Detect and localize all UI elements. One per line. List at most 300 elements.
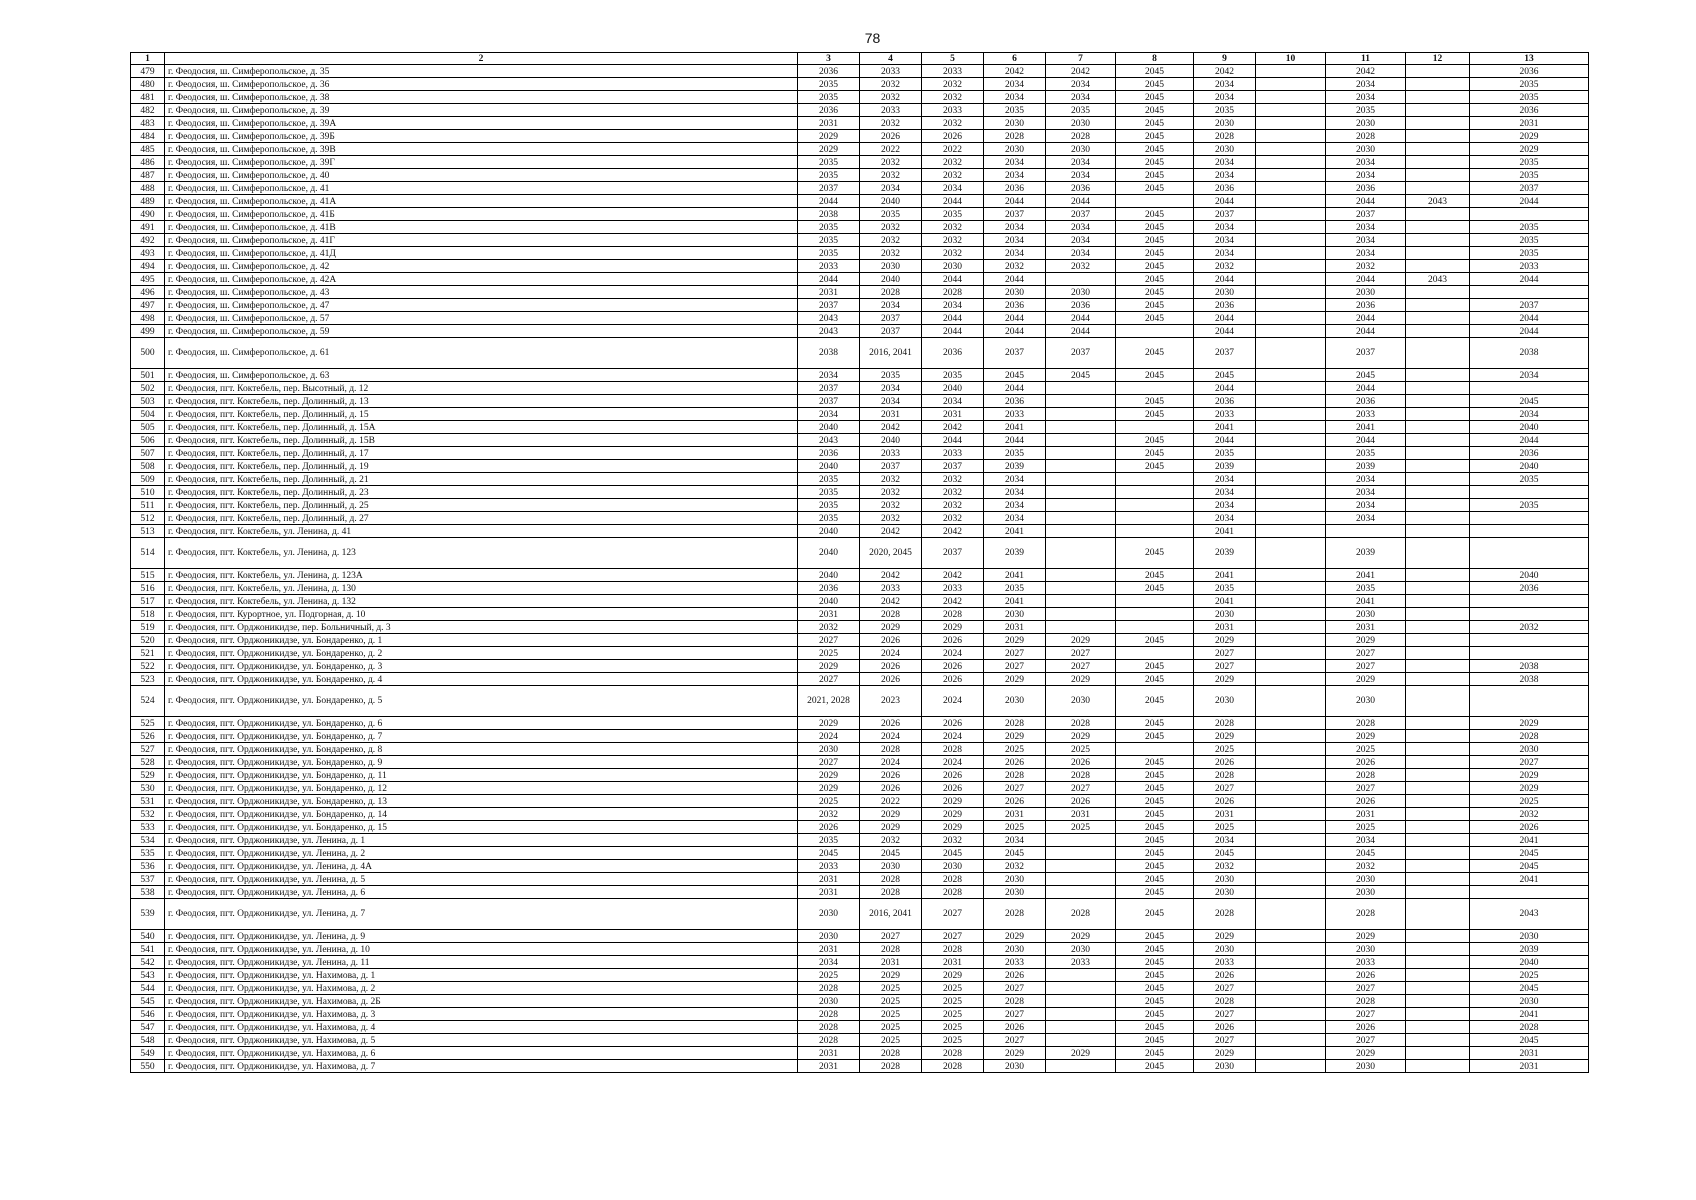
- year-cell: 2032: [922, 221, 984, 234]
- year-cell: [1406, 234, 1470, 247]
- year-cell: 2045: [1116, 834, 1194, 847]
- row-number: 528: [131, 756, 165, 769]
- year-cell: 2033: [922, 65, 984, 78]
- year-cell: [1406, 582, 1470, 595]
- year-cell: 2034: [1194, 221, 1256, 234]
- year-cell: 2028: [1194, 717, 1256, 730]
- year-cell: 2031: [798, 886, 860, 899]
- year-cell: 2037: [1326, 338, 1406, 369]
- column-header: 1: [131, 53, 165, 65]
- year-cell: 2043: [798, 325, 860, 338]
- year-cell: [1256, 156, 1326, 169]
- row-number: 510: [131, 486, 165, 499]
- year-cell: 2034: [798, 408, 860, 421]
- year-cell: 2029: [798, 660, 860, 673]
- year-cell: 2028: [1326, 995, 1406, 1008]
- row-number: 502: [131, 382, 165, 395]
- year-cell: 2045: [1116, 65, 1194, 78]
- year-cell: 2022: [860, 143, 922, 156]
- year-cell: 2025: [860, 1008, 922, 1021]
- row-number: 519: [131, 621, 165, 634]
- year-cell: 2045: [1116, 686, 1194, 717]
- year-cell: 2035: [1470, 91, 1589, 104]
- table-row: [131, 634, 1589, 647]
- row-number: 486: [131, 156, 165, 169]
- year-cell: 2031: [984, 808, 1046, 821]
- year-cell: [1256, 260, 1326, 273]
- year-cell: 2026: [860, 634, 922, 647]
- year-cell: 2040: [860, 434, 922, 447]
- year-cell: [1256, 717, 1326, 730]
- row-number: 499: [131, 325, 165, 338]
- year-cell: 2026: [922, 769, 984, 782]
- year-cell: [1406, 660, 1470, 673]
- year-cell: 2033: [798, 260, 860, 273]
- year-cell: [1256, 312, 1326, 325]
- year-cell: [1256, 769, 1326, 782]
- year-cell: [1256, 460, 1326, 473]
- year-cell: 2026: [922, 673, 984, 686]
- year-cell: 2029: [1046, 730, 1116, 743]
- year-cell: 2033: [1194, 408, 1256, 421]
- header-row: [131, 53, 1589, 65]
- column-header: 4: [860, 53, 922, 65]
- year-cell: 2032: [1326, 860, 1406, 873]
- row-number: 524: [131, 686, 165, 717]
- year-cell: 2028: [922, 1047, 984, 1060]
- year-cell: 2027: [1194, 660, 1256, 673]
- row-number: 517: [131, 595, 165, 608]
- row-number: 489: [131, 195, 165, 208]
- year-cell: [1470, 382, 1589, 395]
- year-cell: 2045: [1470, 982, 1589, 995]
- table-row: [131, 325, 1589, 338]
- year-cell: 2030: [1326, 686, 1406, 717]
- year-cell: 2045: [1116, 860, 1194, 873]
- year-cell: 2030: [984, 143, 1046, 156]
- row-number: 530: [131, 782, 165, 795]
- year-cell: 2028: [860, 873, 922, 886]
- table-row: [131, 647, 1589, 660]
- year-cell: 2034: [1194, 486, 1256, 499]
- year-cell: 2045: [1116, 782, 1194, 795]
- year-cell: 2028: [984, 899, 1046, 930]
- year-cell: 2034: [1326, 834, 1406, 847]
- year-cell: 2039: [984, 538, 1046, 569]
- row-number: 511: [131, 499, 165, 512]
- year-cell: [1256, 943, 1326, 956]
- address-cell: г. Феодосия, ш. Симферопольское, д. 39А: [165, 117, 798, 130]
- table-row: [131, 104, 1589, 117]
- year-cell: 2030: [798, 930, 860, 943]
- year-cell: 2027: [1194, 1034, 1256, 1047]
- year-cell: [1116, 486, 1194, 499]
- year-cell: 2032: [860, 156, 922, 169]
- year-cell: [1256, 956, 1326, 969]
- year-cell: 2042: [860, 595, 922, 608]
- year-cell: 2030: [984, 943, 1046, 956]
- year-cell: 2025: [1046, 743, 1116, 756]
- row-number: 515: [131, 569, 165, 582]
- year-cell: 2032: [1326, 260, 1406, 273]
- year-cell: [1046, 486, 1116, 499]
- year-cell: 2035: [922, 208, 984, 221]
- year-cell: [1470, 634, 1589, 647]
- year-cell: [1256, 408, 1326, 421]
- address-cell: г. Феодосия, пгт. Коктебель, пер. Долинный, д. 13: [165, 395, 798, 408]
- column-header: 5: [922, 53, 984, 65]
- table-row: [131, 930, 1589, 943]
- year-cell: 2029: [984, 673, 1046, 686]
- year-cell: 2045: [1116, 1021, 1194, 1034]
- year-cell: 2027: [1326, 1034, 1406, 1047]
- year-cell: 2037: [860, 312, 922, 325]
- year-cell: 2045: [1116, 943, 1194, 956]
- year-cell: 2028: [798, 1034, 860, 1047]
- year-cell: [1256, 743, 1326, 756]
- column-header: 10: [1256, 53, 1326, 65]
- year-cell: 2037: [1194, 338, 1256, 369]
- year-cell: 2030: [1194, 143, 1256, 156]
- year-cell: [1406, 1034, 1470, 1047]
- year-cell: 2032: [922, 78, 984, 91]
- address-cell: г. Феодосия, пгт. Орджоникидзе, ул. Нахимова, д. 7: [165, 1060, 798, 1073]
- table-row: [131, 782, 1589, 795]
- year-cell: 2041: [984, 595, 1046, 608]
- year-cell: [1256, 525, 1326, 538]
- year-cell: 2045: [1116, 78, 1194, 91]
- year-cell: 2045: [1116, 312, 1194, 325]
- year-cell: [1046, 512, 1116, 525]
- year-cell: [1406, 169, 1470, 182]
- year-cell: 2028: [798, 1021, 860, 1034]
- table-body: [131, 53, 1589, 1073]
- year-cell: [1046, 273, 1116, 286]
- year-cell: 2024: [860, 756, 922, 769]
- year-cell: 2037: [798, 182, 860, 195]
- year-cell: 2045: [1116, 117, 1194, 130]
- year-cell: [1256, 821, 1326, 834]
- year-cell: 2034: [1194, 247, 1256, 260]
- year-cell: 2044: [1326, 325, 1406, 338]
- year-cell: 2044: [1326, 273, 1406, 286]
- table-row: [131, 208, 1589, 221]
- row-number: 529: [131, 769, 165, 782]
- row-number: 514: [131, 538, 165, 569]
- year-cell: 2028: [860, 286, 922, 299]
- year-cell: 2034: [1194, 473, 1256, 486]
- year-cell: 2034: [984, 78, 1046, 91]
- year-cell: 2032: [860, 117, 922, 130]
- year-cell: 2044: [922, 273, 984, 286]
- year-cell: [1406, 673, 1470, 686]
- year-cell: 2027: [922, 930, 984, 943]
- year-cell: 2026: [1194, 756, 1256, 769]
- year-cell: 2024: [922, 756, 984, 769]
- column-header: 9: [1194, 53, 1256, 65]
- year-cell: [1256, 117, 1326, 130]
- year-cell: 2045: [1470, 395, 1589, 408]
- year-cell: 2034: [1194, 156, 1256, 169]
- year-cell: 2040: [798, 460, 860, 473]
- row-number: 520: [131, 634, 165, 647]
- year-cell: 2033: [860, 65, 922, 78]
- year-cell: 2044: [1194, 312, 1256, 325]
- row-number: 541: [131, 943, 165, 956]
- address-cell: г. Феодосия, ш. Симферопольское, д. 63: [165, 369, 798, 382]
- year-cell: 2030: [1470, 743, 1589, 756]
- year-cell: 2033: [1046, 956, 1116, 969]
- year-cell: 2027: [1470, 756, 1589, 769]
- year-cell: [1046, 995, 1116, 1008]
- year-cell: 2026: [798, 821, 860, 834]
- address-cell: г. Феодосия, пгт. Орджоникидзе, ул. Бондаренко, д. 5: [165, 686, 798, 717]
- year-cell: 2045: [1116, 873, 1194, 886]
- year-cell: 2045: [1116, 234, 1194, 247]
- year-cell: 2029: [860, 621, 922, 634]
- year-cell: 2029: [984, 930, 1046, 943]
- address-cell: г. Феодосия, пгт. Орджоникидзе, ул. Бондаренко, д. 9: [165, 756, 798, 769]
- year-cell: [1406, 873, 1470, 886]
- year-cell: 2028: [798, 982, 860, 995]
- address-cell: г. Феодосия, пгт. Орджоникидзе, ул. Нахимова, д. 4: [165, 1021, 798, 1034]
- year-cell: [1406, 717, 1470, 730]
- year-cell: 2045: [1116, 286, 1194, 299]
- year-cell: 2044: [1470, 312, 1589, 325]
- address-cell: г. Феодосия, пгт. Коктебель, ул. Ленина, д. 41: [165, 525, 798, 538]
- address-cell: г. Феодосия, ш. Симферопольское, д. 40: [165, 169, 798, 182]
- year-cell: 2026: [1194, 1021, 1256, 1034]
- address-cell: г. Феодосия, пгт. Орджоникидзе, ул. Бондаренко, д. 6: [165, 717, 798, 730]
- year-cell: 2045: [1116, 460, 1194, 473]
- year-cell: 2031: [1470, 1047, 1589, 1060]
- year-cell: 2045: [1116, 982, 1194, 995]
- row-number: 543: [131, 969, 165, 982]
- column-header: 7: [1046, 53, 1116, 65]
- year-cell: 2036: [1470, 104, 1589, 117]
- year-cell: [1046, 1034, 1116, 1047]
- year-cell: 2037: [798, 395, 860, 408]
- table-row: [131, 769, 1589, 782]
- year-cell: [1256, 930, 1326, 943]
- year-cell: 2034: [984, 512, 1046, 525]
- year-cell: 2023: [860, 686, 922, 717]
- year-cell: 2016, 2041: [860, 899, 922, 930]
- year-cell: 2034: [984, 247, 1046, 260]
- year-cell: 2027: [984, 982, 1046, 995]
- year-cell: 2034: [1046, 156, 1116, 169]
- table-row: [131, 860, 1589, 873]
- address-cell: г. Феодосия, пгт. Коктебель, пер. Долинный, д. 25: [165, 499, 798, 512]
- year-cell: 2034: [860, 182, 922, 195]
- year-cell: 2030: [922, 860, 984, 873]
- year-cell: 2042: [860, 569, 922, 582]
- table-row: [131, 525, 1589, 538]
- year-cell: 2028: [1194, 769, 1256, 782]
- year-cell: 2042: [1046, 65, 1116, 78]
- year-cell: [1406, 512, 1470, 525]
- row-number: 542: [131, 956, 165, 969]
- year-cell: 2035: [798, 221, 860, 234]
- year-cell: 2033: [1194, 956, 1256, 969]
- year-cell: 2030: [984, 608, 1046, 621]
- year-cell: [1406, 982, 1470, 995]
- year-cell: 2044: [1326, 195, 1406, 208]
- year-cell: [1116, 595, 1194, 608]
- address-cell: г. Феодосия, ш. Симферопольское, д. 47: [165, 299, 798, 312]
- year-cell: 2035: [1470, 234, 1589, 247]
- year-cell: 2044: [984, 312, 1046, 325]
- year-cell: 2025: [922, 1008, 984, 1021]
- year-cell: 2031: [798, 1060, 860, 1073]
- year-cell: [1256, 595, 1326, 608]
- row-number: 537: [131, 873, 165, 886]
- row-number: 492: [131, 234, 165, 247]
- year-cell: 2043: [1470, 899, 1589, 930]
- table-row: [131, 808, 1589, 821]
- year-cell: 2026: [1326, 795, 1406, 808]
- year-cell: [1116, 382, 1194, 395]
- year-cell: 2045: [1116, 660, 1194, 673]
- address-cell: г. Феодосия, пгт. Коктебель, пер. Долинный, д. 15: [165, 408, 798, 421]
- row-number: 487: [131, 169, 165, 182]
- year-cell: 2032: [922, 486, 984, 499]
- year-cell: [1116, 621, 1194, 634]
- year-cell: 2044: [1046, 325, 1116, 338]
- address-cell: г. Феодосия, пгт. Орджоникидзе, ул. Нахимова, д. 5: [165, 1034, 798, 1047]
- year-cell: 2028: [984, 995, 1046, 1008]
- year-cell: [1256, 130, 1326, 143]
- year-cell: 2024: [860, 730, 922, 743]
- year-cell: 2026: [984, 795, 1046, 808]
- year-cell: [1406, 1021, 1470, 1034]
- year-cell: 2034: [1326, 486, 1406, 499]
- table-row: [131, 130, 1589, 143]
- row-number: 484: [131, 130, 165, 143]
- year-cell: 2036: [1194, 299, 1256, 312]
- year-cell: 2029: [1470, 782, 1589, 795]
- year-cell: [1256, 325, 1326, 338]
- year-cell: [1406, 847, 1470, 860]
- year-cell: [1256, 1034, 1326, 1047]
- year-cell: 2035: [1470, 156, 1589, 169]
- year-cell: 2042: [1194, 65, 1256, 78]
- year-cell: 2043: [1406, 195, 1470, 208]
- table-row: [131, 1034, 1589, 1047]
- year-cell: 2045: [1116, 756, 1194, 769]
- year-cell: 2045: [1470, 847, 1589, 860]
- year-cell: 2027: [1046, 660, 1116, 673]
- year-cell: 2032: [1194, 860, 1256, 873]
- year-cell: 2035: [984, 447, 1046, 460]
- year-cell: [1256, 143, 1326, 156]
- table-row: [131, 460, 1589, 473]
- table-row: [131, 956, 1589, 969]
- table-row: [131, 434, 1589, 447]
- year-cell: [1470, 525, 1589, 538]
- year-cell: 2029: [1470, 769, 1589, 782]
- address-cell: г. Феодосия, пгт. Орджоникидзе, ул. Нахимова, д. 6: [165, 1047, 798, 1060]
- year-cell: 2031: [798, 873, 860, 886]
- year-cell: 2036: [1470, 582, 1589, 595]
- year-cell: 2038: [798, 208, 860, 221]
- year-cell: 2034: [1046, 78, 1116, 91]
- address-cell: г. Феодосия, ш. Симферопольское, д. 36: [165, 78, 798, 91]
- row-number: 545: [131, 995, 165, 1008]
- year-cell: 2034: [984, 234, 1046, 247]
- year-cell: [1326, 525, 1406, 538]
- year-cell: 2037: [860, 325, 922, 338]
- year-cell: 2026: [922, 634, 984, 647]
- year-cell: [1256, 421, 1326, 434]
- year-cell: [1256, 169, 1326, 182]
- year-cell: [1256, 338, 1326, 369]
- year-cell: 2030: [1046, 943, 1116, 956]
- year-cell: 2045: [1116, 434, 1194, 447]
- year-cell: 2027: [922, 899, 984, 930]
- year-cell: 2030: [984, 686, 1046, 717]
- table-row: [131, 512, 1589, 525]
- year-cell: [1256, 582, 1326, 595]
- address-cell: г. Феодосия, пгт. Орджоникидзе, ул. Ленина, д. 2: [165, 847, 798, 860]
- address-cell: г. Феодосия, ш. Симферопольское, д. 42: [165, 260, 798, 273]
- row-number: 549: [131, 1047, 165, 1060]
- year-cell: [1470, 886, 1589, 899]
- year-cell: 2034: [1326, 499, 1406, 512]
- year-cell: [1256, 499, 1326, 512]
- year-cell: 2030: [922, 260, 984, 273]
- year-cell: 2033: [860, 447, 922, 460]
- year-cell: 2029: [1046, 1047, 1116, 1060]
- table-row: [131, 182, 1589, 195]
- year-cell: 2025: [860, 995, 922, 1008]
- year-cell: 2028: [1326, 769, 1406, 782]
- table-row: [131, 273, 1589, 286]
- year-cell: 2032: [860, 78, 922, 91]
- year-cell: 2034: [860, 299, 922, 312]
- year-cell: [1406, 730, 1470, 743]
- table-row: [131, 1021, 1589, 1034]
- year-cell: [1406, 130, 1470, 143]
- year-cell: 2029: [798, 143, 860, 156]
- year-cell: [1406, 899, 1470, 930]
- year-cell: [1256, 538, 1326, 569]
- address-cell: г. Феодосия, пгт. Орджоникидзе, ул. Бондаренко, д. 7: [165, 730, 798, 743]
- year-cell: 2028: [922, 873, 984, 886]
- address-cell: г. Феодосия, ш. Симферопольское, д. 59: [165, 325, 798, 338]
- year-cell: 2034: [984, 834, 1046, 847]
- year-cell: 2045: [1116, 634, 1194, 647]
- year-cell: 2034: [1194, 499, 1256, 512]
- year-cell: 2026: [1326, 756, 1406, 769]
- year-cell: 2031: [798, 1047, 860, 1060]
- year-cell: 2035: [1470, 221, 1589, 234]
- row-number: 531: [131, 795, 165, 808]
- address-cell: г. Феодосия, ш. Симферопольское, д. 38: [165, 91, 798, 104]
- row-number: 481: [131, 91, 165, 104]
- year-cell: [1406, 634, 1470, 647]
- address-cell: г. Феодосия, ш. Симферопольское, д. 42А: [165, 273, 798, 286]
- year-cell: [1256, 65, 1326, 78]
- row-number: 483: [131, 117, 165, 130]
- address-cell: г. Феодосия, ш. Симферопольское, д. 41Б: [165, 208, 798, 221]
- year-cell: 2028: [1326, 130, 1406, 143]
- year-cell: 2029: [984, 730, 1046, 743]
- year-cell: 2039: [984, 460, 1046, 473]
- year-cell: 2024: [922, 730, 984, 743]
- year-cell: 2044: [1470, 325, 1589, 338]
- year-cell: [1406, 969, 1470, 982]
